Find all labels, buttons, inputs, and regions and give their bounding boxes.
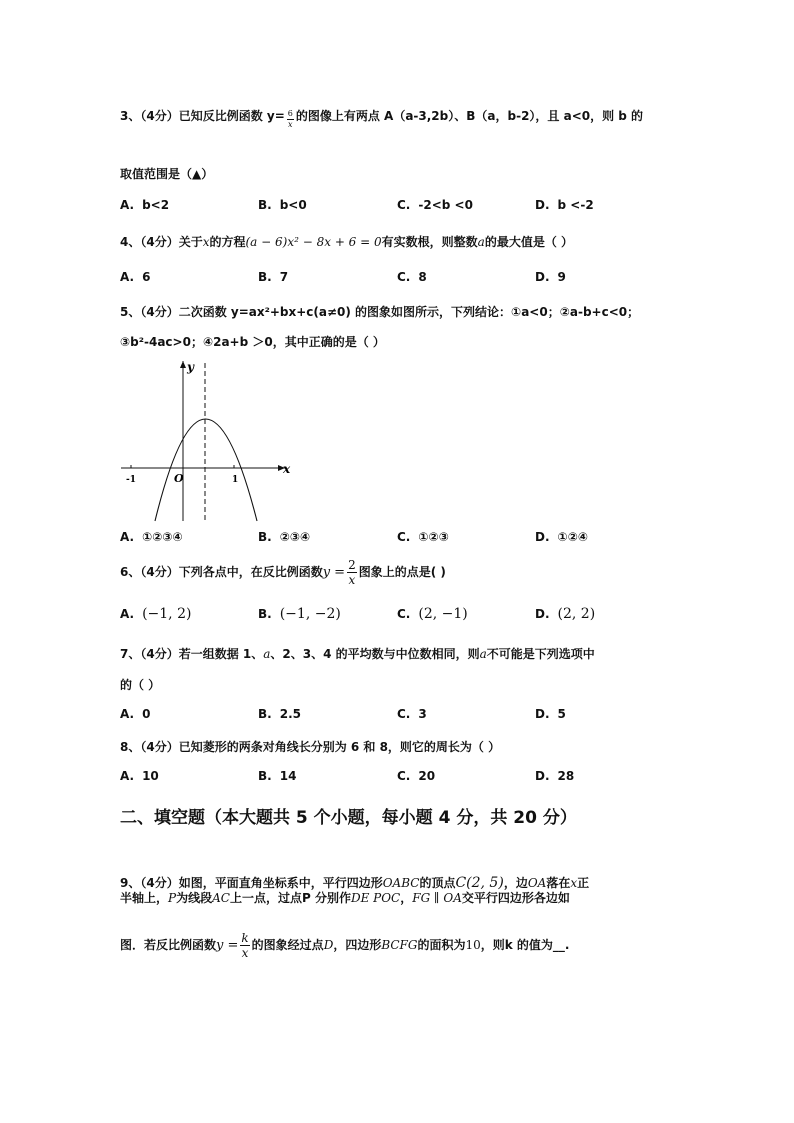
q3-option-d[interactable]: D. b <-2 [535,198,594,212]
q6-y-eq: y = [322,565,346,580]
label-origin: O [174,472,184,485]
q6-option-b[interactable]: B. (−1, −2) [258,606,341,622]
section-heading: 二、填空题（本大题共 5 个小题，每小题 4 分，共 20 分） [120,808,577,828]
q7-option-c[interactable]: C. 3 [397,707,427,721]
q7-suffix: 不可能是下列选项中 [486,647,595,661]
q4-mid: 的方程 [209,235,246,249]
q6-fraction [347,559,357,586]
q7-option-a[interactable]: A. 0 [120,707,151,721]
q8-options [120,769,680,787]
q5-option-d[interactable]: D. ①②④ [535,530,589,544]
q9-text: 图．若反比例函数 [120,938,217,952]
q9-fraction [240,932,249,959]
q3-option-c[interactable]: C. -2<b <0 [397,198,473,212]
q9-text: ，则k 的值为__. [480,938,570,952]
q3-option-a[interactable]: A. b<2 [120,198,170,212]
q7-var-a: a [263,647,271,661]
q9-frac-num: k [241,931,249,945]
q7-line1 [120,645,595,662]
q8-option-b[interactable]: B. 14 [258,769,297,783]
q4-option-c[interactable]: C. 8 [397,270,427,284]
q6-frac-den: x [348,573,356,587]
q9-math-y: y = [216,938,239,953]
q9-text: 的面积为 [417,938,466,952]
label-x: x [283,462,291,476]
q9-math-oabc: OABC [382,876,420,890]
parabola-curve [155,419,257,521]
q5-line1: 5、（4分）二次函数 y=ax²+bx+c(a≠0) 的图象如图所示，下列结论：①a<0；②a-b+c<0； [120,305,640,319]
q9-text: ，边 [503,876,528,890]
q9-math-de: DE POC [350,891,401,905]
q7-line2: 的（ ） [120,678,161,692]
q8-option-c[interactable]: C. 20 [397,769,436,783]
q4-suffix2: 的最大值是（ ） [484,235,573,249]
q5-option-a[interactable]: A. ①②③④ [120,530,183,544]
q7-prefix: 7、（4分）若一组数据 1、 [120,647,264,661]
q5-option-b[interactable]: B. ②③④ [258,530,311,544]
q3-suffix: 的图像上有两点 A（a-3,2b）、B（a，b-2），且 a<0，则 b 的 [295,109,644,123]
q6-frac-num: 2 [348,558,356,572]
q9-math-bcfg: BCFG [381,938,418,952]
q9-text: 半轴上， [120,891,169,905]
q5-options [120,530,680,548]
q4-var-x: x [202,235,210,249]
q8-option-a[interactable]: A. 10 [120,769,159,783]
label-y: y [187,360,194,374]
q9-text: 正 [577,876,590,890]
label-neg1: -1 [126,475,136,485]
q8-line1: 8、（4分）已知菱形的两条对角线长分别为 6 和 8，则它的周长为（ ） [120,740,501,754]
q4-prefix: 4、（4分）关于 [120,235,203,249]
q4-options [120,270,680,288]
q3-option-b[interactable]: B. b<0 [258,198,307,212]
q9-math-ac: AC [212,891,230,905]
q9-text: ， [400,891,413,905]
q7-mid: 、2、3、4 的平均数与中位数相同，则 [270,647,480,661]
q9-math-oa: OA [527,876,547,890]
q6-option-c[interactable]: C. (2, −1) [397,606,468,622]
q7-options [120,707,680,725]
q6-option-a[interactable]: A. (−1, 2) [120,606,192,622]
q8-option-d[interactable]: D. 28 [535,769,575,783]
q3-line1 [120,104,643,129]
q7-var-a2: a [479,647,487,661]
q6-prefix: 6、（4分）下列各点中，在反比例函数 [120,565,323,579]
q9-math-c: C(2, 5) [455,875,504,891]
q9-text: ，四边形 [333,938,382,952]
q5-option-c[interactable]: C. ①②③ [397,530,449,544]
q7-option-b[interactable]: B. 2.5 [258,707,301,721]
q4-option-a[interactable]: A. 6 [120,270,151,284]
q4-option-d[interactable]: D. 9 [535,270,566,284]
q7-option-d[interactable]: D. 5 [535,707,566,721]
q4-suffix1: 有实数根，则整数 [381,235,478,249]
q4-option-b[interactable]: B. 7 [258,270,289,284]
q3-fraction [287,110,294,129]
q9-text: 9、（4分）如图，平面直角坐标系中，平行四边形 [120,876,383,890]
q3-frac-den: x [288,120,293,129]
q4-line1 [120,233,573,250]
q9-text: 的顶点 [419,876,456,890]
q6-option-d[interactable]: D. (2, 2) [535,606,596,622]
q3-prefix: 3、（4分）已知反比例函数 y= [120,109,285,123]
q9-line3 [120,932,569,959]
q9-text: 的图象经过点 [251,938,324,952]
q9-math-p: P [168,891,177,905]
q6-suffix: 图象上的点是( ) [358,565,446,579]
q9-text: 上一点，过点P 分别作 [229,891,351,905]
q4-var-a: a [477,235,485,249]
q9-math-fg: FG ∥ OA [412,891,462,905]
q9-text: 为线段 [176,891,213,905]
q3-options [120,198,680,216]
q5-line2: ③b²-4ac>0；④2a+b ＞0，其中正确的是（ ） [120,335,385,349]
q9-math-x: x [570,876,578,890]
y-axis-arrow [180,361,186,368]
q4-equation: (a − 6)x² − 8x + 6 = 0 [245,235,382,249]
q6-line1 [120,559,446,586]
q9-text: 交平行四边形各边如 [461,891,570,905]
q9-line-2 [120,889,570,906]
q9-math-10: 10 [465,938,481,952]
q3-frac-num: 6 [287,109,293,118]
q3-line2: 取值范围是（▲） [120,167,214,181]
parabola-graph [117,355,297,525]
q9-text: 落在 [546,876,571,890]
label-1: 1 [232,475,239,485]
q9-math-d: D [323,938,334,952]
q9-frac-den: x [241,946,249,960]
q6-options [120,606,680,624]
